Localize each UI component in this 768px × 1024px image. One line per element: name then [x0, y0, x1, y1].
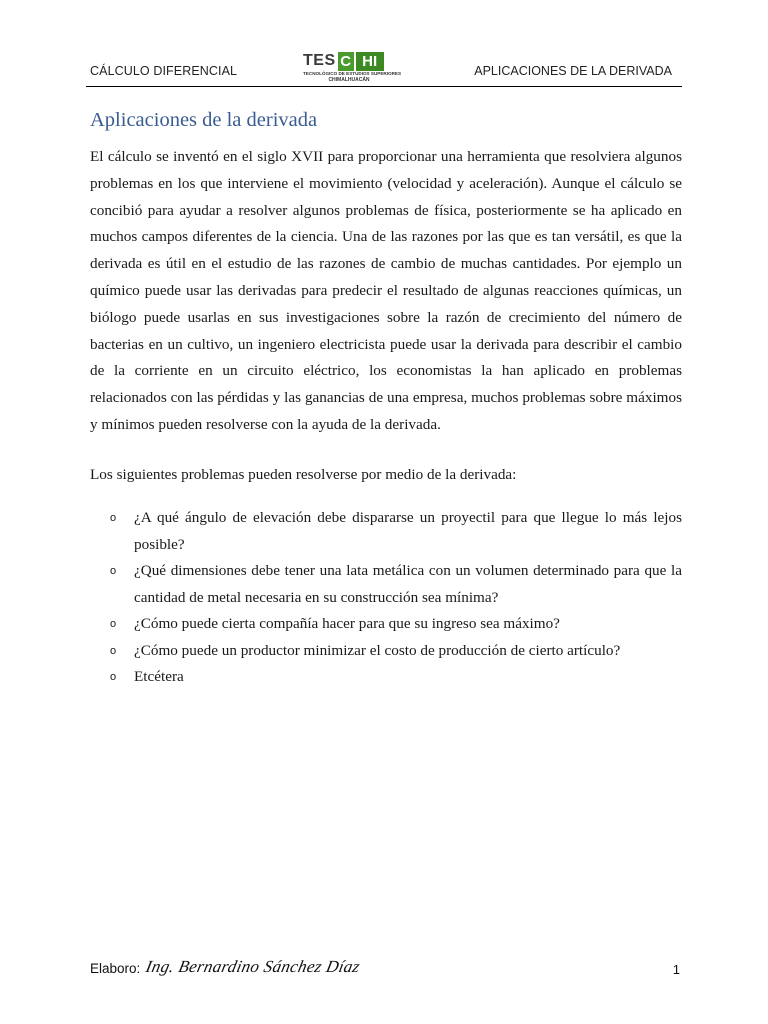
- bullet-circle-icon: o: [110, 512, 117, 524]
- logo-subtitle: TECNOLÓGICO DE ESTUDIOS SUPERIORES: [303, 71, 402, 76]
- bullet-circle-icon: o: [110, 618, 117, 630]
- list-intro: Los siguientes problemas pueden resolverse por medio de la derivada:: [90, 466, 517, 483]
- problems-list: [90, 505, 682, 691]
- logo-hi-block: HI: [356, 52, 384, 71]
- list-item: [90, 664, 682, 691]
- footer-author-name: Ing. Bernardino Sánchez Díaz: [144, 957, 362, 976]
- list-item: [90, 558, 682, 611]
- logo-tes-text: TES: [303, 52, 336, 69]
- list-item-text: Etcétera: [134, 668, 184, 685]
- header-course-title: CÁLCULO DIFERENCIAL: [90, 64, 238, 78]
- logo-subtitle-2: CHIMALHUACÁN: [328, 77, 370, 83]
- list-item-text: ¿Cómo puede un productor minimizar el costo de producción de cierto artículo?: [134, 641, 621, 659]
- bullet-circle-icon: o: [110, 644, 117, 657]
- page-number: 1: [672, 962, 680, 977]
- list-item-text: ¿Cómo puede cierta compañía hacer para que su ingreso sea máximo?: [134, 615, 560, 632]
- list-item: [90, 638, 682, 665]
- bullet-circle-icon: o: [110, 671, 117, 683]
- footer-author-label: Elaboro:: [90, 961, 141, 976]
- list-item-text: ¿A qué ángulo de elevación debe dispararse un proyectil para que llegue lo más lejos posible?: [134, 509, 682, 553]
- header-divider: [86, 86, 682, 87]
- header-section-title: APLICACIONES DE LA DERIVADA: [474, 64, 672, 78]
- intro-paragraph: El cálculo se inventó en el siglo XVII para proporcionar una herramienta que resolviera algunos problemas en los que interviene el movimiento (velocidad y aceleración). Aunque el cálculo se concibió para ayudar a resolver algunos problemas de física, posteriormente se ha aplicado en muchos campos diferentes de la ciencia. Una de las razones por las que es tan versátil, es que la derivada es útil en el estudio de las razones de cambio de muchas cantidades. Por ejemplo un químico puede usar las derivadas para predecir el resultado de algunas reacciones químicas, un biólogo puede usarlas en sus investigaciones sobre la razón de crecimiento del número de bacterias en un cultivo, un ingeniero electricista puede usar la derivada para describir el cambio de la corriente en un circuito eléctrico, los economistas la han aplicado en problemas relacionados con las pérdidas y las ganancias de una empresa, muchos problemas sobre máximos y mínimos pueden resolverse con la ayuda de la derivada.: [90, 148, 682, 433]
- list-item-text: ¿Qué dimensiones debe tener una lata metálica con un volumen determinado para que la cantidad de metal necesaria en su construcción sea mínima?: [134, 562, 682, 606]
- bullet-circle-icon: o: [110, 565, 117, 577]
- list-item: [90, 611, 682, 638]
- list-item: [90, 505, 682, 558]
- teschi-logo: [303, 51, 402, 85]
- page-title: Aplicaciones de la derivada: [90, 109, 318, 131]
- logo-c-block: C: [338, 52, 354, 71]
